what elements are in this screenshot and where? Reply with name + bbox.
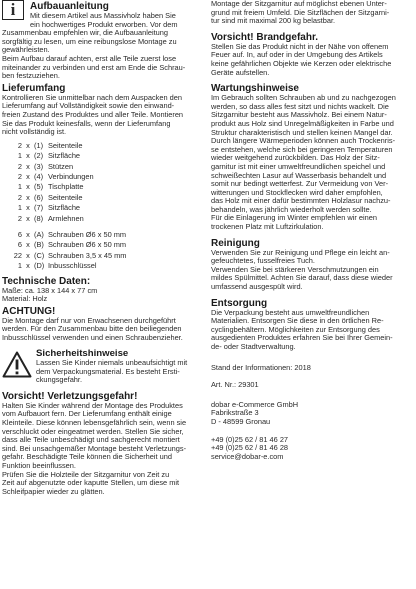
achtung-line: Die Montage darf nur von Erwachsenen durchgeführt <box>2 315 176 325</box>
article-number: Art. Nr.: 29301 <box>211 380 259 390</box>
entsorgung-line: Materialien. Entsorgen Sie diese in den örtlichen Re- <box>211 316 384 326</box>
technische-daten-line: Maße: ca. 138 x 144 x 77 cm <box>2 285 98 295</box>
wartung-line: das Holz mit einer dafür bestimmten Holzlasur nachzu- <box>211 196 391 206</box>
left-column <box>2 0 198 496</box>
part-row: 1 x (2) Sitzfläche <box>17 151 81 161</box>
montage-line: grund mit freiem Umfeld. Die Sitzflächen der Sitzgarni- <box>211 7 390 17</box>
intro-line: gewährleisten. <box>2 45 50 55</box>
verletzung-line: Zeit auf abgenutzte oder kaputte Stellen, um diese mit <box>2 478 180 488</box>
wartung-line: trockenen Platz mit Luftzirkulation. <box>211 222 324 232</box>
lieferumfang-line: Sie das Produkt keinesfalls, wenn der Lieferumfang <box>2 118 171 128</box>
montage-section <box>211 0 413 26</box>
wartung-line: somit nur bedingt wetterfest. Zur Vermeidung von Ver- <box>211 179 389 189</box>
sicherheit-line: ckungsgefahr. <box>36 375 83 385</box>
entsorgung-title: Entsorgung <box>211 297 268 309</box>
entsorgung-section <box>211 298 413 352</box>
email-address[interactable]: service@dobar-e.com <box>211 451 284 461</box>
wartung-line: Struktur charakteristisch und stellen keinen Mangel dar. <box>211 127 393 137</box>
company-street: Fabrikstraße 3 <box>211 408 259 418</box>
achtung-title: ACHTUNG! <box>2 305 56 317</box>
lieferumfang-title: Lieferumfang <box>2 82 66 94</box>
hardware-list <box>8 230 198 272</box>
verletzung-line: dass alle Teile unbeschädigt und sachgerecht montiert <box>2 435 180 445</box>
entsorgung-line: Die Verpackung besteht aus umweltfreundlichen <box>211 307 370 317</box>
reinigung-title: Reinigung <box>211 237 260 249</box>
warning-triangle-icon <box>2 351 32 378</box>
lieferumfang-line: Lieferumfang auf Vollständigkeit sowie den einwand- <box>2 101 175 111</box>
intro-line: Beim Aufbau darauf achten, erst alle Teile zuerst lose <box>2 53 177 63</box>
parts-list <box>8 141 198 224</box>
verletzung-line: Schleifpapier wieder zu glätten. <box>2 486 105 496</box>
wartung-line: Für die Einlagerung im Winter empfehlen wir einen <box>211 213 377 223</box>
wartung-line: produkt aus Holz sind Unregelmäßigkeiten in Farbe und <box>211 118 394 128</box>
reinigung-line: gefeuchtetes, fusselfreies Tuch. <box>211 256 315 266</box>
part-row: 1 x (7) Sitzfläche <box>17 203 81 213</box>
technische-daten-title: Technische Daten: <box>2 275 91 287</box>
wartung-title: Wartungshinweise <box>211 83 299 95</box>
sicherheit-section <box>2 349 198 385</box>
brandgefahr-section <box>211 32 413 77</box>
intro-title: Aufbauanleitung <box>30 1 109 12</box>
info-icon: i <box>2 0 24 20</box>
phone-number: +49 (0)25 62 / 81 46 27 <box>211 434 289 444</box>
wartung-line: garnitur ist mit einer umweltfreundlichen speichel und <box>211 161 386 171</box>
hardware-row: 6 x (A) Schrauben Ø6 x 50 mm <box>17 229 127 239</box>
sicherheit-line: dem Verpackungsmaterial. Es besteht Ersti- <box>36 366 180 376</box>
brandgefahr-line: keine gefährlichen Objekte wie Kerzen oder elektrische <box>211 58 392 68</box>
brandgefahr-line: Feuer auf. In, auf oder in der Umgebung des Artikels <box>211 50 383 60</box>
stand-der-informationen: Stand der Informationen: 2018 <box>211 362 311 372</box>
verletzung-section <box>2 391 198 497</box>
wartung-line: se entstehen, welche sich bei geringeren Temperaturen <box>211 144 393 154</box>
intro-section <box>2 0 198 81</box>
wartung-line: werden, so dass alles fest sitzt und nichts wackelt. Die <box>211 101 389 111</box>
lieferumfang-section <box>2 83 198 272</box>
intro-line: Zusammenbau empfehlen wir, die Aufbauanleitung <box>2 28 168 38</box>
montage-line: tur sind mit maximal 200 kg belastbar. <box>211 16 336 26</box>
sicherheit-title: Sicherheitshinweise <box>36 347 129 359</box>
reinigung-line: mildes Spülmittel. Achten Sie darauf, dass diese wieder <box>211 273 393 283</box>
brandgefahr-line: Geräte aufstellen. <box>211 67 270 77</box>
verletzung-line: Kleinteile. Diese können lebensgefährlich sein, wenn sie <box>2 418 187 428</box>
verletzung-line: gefahr. Beschädigte Teile können die Sicherheit und <box>2 452 172 462</box>
hardware-row: 1 x (D) Inbusschlüssel <box>17 261 97 271</box>
verletzung-line: verschluckt oder eingeatmet werden. Stellen Sie sicher, <box>2 426 184 436</box>
part-row: 2 x (3) Stützen <box>17 161 74 171</box>
wartung-line: witterungen und Stockflecken wird daher empfohlen, <box>211 187 383 197</box>
right-column <box>211 0 413 461</box>
wartung-line: behandeln, was jährlich wiederholt werden sollte. <box>211 204 372 214</box>
company-city: D - 48599 Gronau <box>211 416 271 426</box>
wartung-section <box>211 83 413 232</box>
wartung-line: schweißechten Lasur auf Wasserbasis behandelt und <box>211 170 387 180</box>
wartung-line: wieder weitgehend zurückbilden. Das Holz der Sitz- <box>211 153 380 163</box>
verletzung-title: Vorsicht! Verletzungsgefahr! <box>2 390 138 402</box>
intro-line: ein hochwertiges Produkt erworben. Vor dem <box>30 19 178 29</box>
part-row: 2 x (1) Seitenteile <box>17 140 83 150</box>
hardware-row: 22 x (C) Schrauben 3,5 x 45 mm <box>13 250 127 260</box>
entsorgung-line: de- oder Stadtverwaltung. <box>211 342 296 351</box>
reinigung-line: umfassend ausgespült wird. <box>211 282 303 292</box>
company-address <box>211 401 413 427</box>
lieferumfang-line: nicht vollständig ist. <box>2 127 67 137</box>
verletzung-line: Halten Sie Kinder während der Montage des Produktes <box>2 400 183 410</box>
reinigung-section <box>211 238 413 292</box>
part-row: 2 x (6) Seitenteile <box>17 192 83 202</box>
contact-block <box>211 436 413 462</box>
reinigung-line: Verwenden Sie zur Reinigung und Pflege ein leicht an- <box>211 247 390 257</box>
lieferumfang-line: Kontrollieren Sie unmittelbar nach dem Auspacken den <box>2 92 182 102</box>
lieferumfang-line: freien Zustand des Produktes und aller Teile. Montieren <box>2 109 184 119</box>
wartung-line: Im Gebrauch sollten Schrauben ab und zu nachgezogen <box>211 93 396 103</box>
intro-line: Mit diesem Artikel aus Massivholz haben Sie <box>30 11 176 20</box>
brandgefahr-title: Vorsicht! Brandgefahr. <box>211 31 319 43</box>
part-row: 1 x (5) Tischplatte <box>17 182 84 192</box>
sicherheit-line: Lassen Sie Kinder niemals unbeaufsichtigt mit <box>36 358 188 368</box>
brandgefahr-line: Stellen Sie das Produkt nicht in der Nähe von offenem <box>211 41 389 51</box>
intro-line: sorgfältig zu lesen, um eine reibungslose Montage zu <box>2 36 177 46</box>
company-name: dobar e-Commerce GmbH <box>211 399 299 409</box>
montage-line: Montage der Sitzgarnitur auf möglichst ebenen Unter- <box>211 0 387 8</box>
part-row: 2 x (8) Armlehnen <box>17 213 84 223</box>
fax-number: +49 (0)25 62 / 81 46 28 <box>211 443 289 453</box>
verletzung-line: Prüfen Sie die Holzteile der Sitzgarnitur von Zeit zu <box>2 469 170 479</box>
entsorgung-line: cyclingbehältern. Möglichkeiten zur Entsorgung des <box>211 324 380 334</box>
verletzung-line: Funktion beeinflussen. <box>2 461 76 470</box>
intro-line: miteinander zu verbinden und erst am Ende die Schrau- <box>2 62 186 72</box>
verletzung-line: vom Aufbauort fern. Der Lieferumfang enthält einige <box>2 409 172 419</box>
wartung-line: Durch längere Wärmeperioden können auch Trockenris- <box>211 136 396 146</box>
reinigung-line: Verwenden Sie bei stärkeren Verschmutzungen ein <box>211 264 379 274</box>
verletzung-line: sind. Bei unsachgemäßer Montage besteht Verletzungs- <box>2 443 187 453</box>
achtung-line: Inbusschlüssel verwenden und einen Schraubenzieher. <box>2 332 183 342</box>
technische-daten-section <box>2 276 198 304</box>
entsorgung-line: ausgedienten Produktes erfahren Sie bei Ihrer Gemein- <box>211 333 393 343</box>
part-row: 2 x (4) Verbindungen <box>17 171 94 181</box>
achtung-line: werden. Für den Zusammenbau bitte den beiliegenden <box>2 324 182 334</box>
wartung-line: Sitzgarnitur besteht aus Massivholz. Bei einem Natur- <box>211 110 387 120</box>
technische-daten-line: Material: Holz <box>2 294 48 304</box>
hardware-row: 6 x (B) Schrauben Ø6 x 50 mm <box>17 240 127 250</box>
achtung-section <box>2 306 198 343</box>
intro-line: ben festzuziehen. <box>2 71 60 81</box>
